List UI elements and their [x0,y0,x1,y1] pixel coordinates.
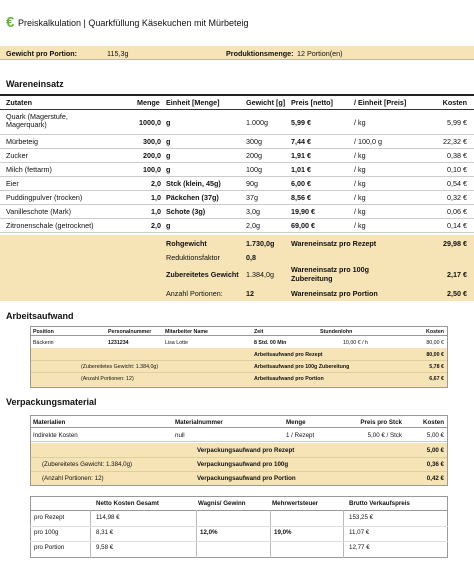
verpackung-sep [31,471,447,472]
zubereitet-label: Zubereitetes Gewicht [166,270,239,279]
euro-logo-icon: € [6,14,15,31]
wareneinsatz-row-line [0,190,474,191]
wareneinsatz-col-header: Gewicht [g] [246,98,286,107]
wareneinsatz-cell: 0,54 € [447,179,467,188]
wareneinsatz-cell: Vanilleschote (Mark) [6,207,71,216]
wareneinsatz-cell: Quark (Magerstufe, Magerquark) [6,112,68,129]
wareneinsatz-cell: 300,0 [143,137,161,146]
verpackung-100-value: 0,36 € [426,461,444,468]
wareneinsatz-cell: 90g [246,179,258,188]
wareneinsatz-cell: g [166,151,171,160]
wareneinsatz-cell: Mürbeteig [6,137,38,146]
wareneinsatz-cell: 200,0 [143,151,161,160]
verpackung-sep [31,441,447,442]
arbeit-100-value: 5,78 € [429,364,444,370]
wareneinsatz-cell: Zitronenschale (getrocknet) [6,221,94,230]
summary-brutto: 12,77 € [349,544,370,551]
wareneinsatz-row-line [0,176,474,177]
arbeit-sep [31,372,447,373]
wareneinsatz-cell: 69,00 € [291,221,315,230]
wareneinsatz-cell: 200g [246,151,262,160]
summary-netto: 8,31 € [96,529,114,536]
summary-row-label: pro Portion [34,544,65,551]
wareneinsatz-cell: 6,00 € [291,179,311,188]
arbeit-cell: Lisa Lotte [165,340,188,346]
wareneinsatz-col-header: / Einheit [Preis] [354,98,407,107]
wareneinsatz-row-line [0,148,474,149]
title-prefix: Preiskalkulation [18,18,82,28]
summary-row-label: pro 100g [34,529,59,536]
arbeit-sep [31,360,447,361]
summary-col-line [343,510,344,558]
verpackung-zub-note: (Zubereitetes Gewicht: 1.384,0g) [42,461,133,468]
wareneinsatz-cell: 22,32 € [443,137,467,146]
wareneinsatz-cell: g [166,118,171,127]
summary-brutto: 11,07 € [349,529,370,536]
wareneinsatz-cell: 2,0g [246,221,260,230]
wareneinsatz-cell: 1.000g [246,118,268,127]
wareneinsatz-cell: 7,44 € [291,137,311,146]
wareneinsatz-cell: Puddingpulver (trocken) [6,193,83,202]
summary-wagnis: 12,0% [200,529,218,536]
wareneinsatz-col-header: Kosten [442,98,467,107]
summary-row-label: pro Rezept [34,514,65,521]
summary-brutto: 153,25 € [349,514,374,521]
arbeit-col-header: Mitarbeiter Name [165,329,208,335]
arbeit-col-header: Stundenlohn [320,329,353,335]
zubereitet-value: 1.384,0g [246,270,274,279]
page-title [18,18,249,28]
summary-netto: 114,98 € [96,514,120,521]
weight-value: 115,3g [107,49,129,58]
verpackung-col-header: Menge [286,419,306,426]
wareneinsatz-col-header: Einheit [Menge] [166,98,220,107]
arbeit-col-header: Zeit [254,329,264,335]
wareneinsatz-cell: 5,99 € [291,118,311,127]
we-rezept-label: Wareneinsatz pro Rezept [291,239,377,248]
arbeit-100-label: Arbeitsaufwand pro 100g Zubereitung [254,364,350,370]
arbeit-portion-label: Arbeitsaufwand pro Portion [254,376,324,382]
summary-netto: 9,58 € [96,544,114,551]
summary-header-line [30,510,448,511]
wareneinsatz-cell: / kg [354,193,366,202]
reduktion-label: Reduktionsfaktor [166,253,220,262]
summary-col-line [270,510,271,558]
we-100-label: Wareneinsatz pro 100g Zubereitung [291,265,370,283]
wareneinsatz-cell: 3,0g [246,207,260,216]
wareneinsatz-row-line [0,162,474,163]
verpackung-cell: null [175,432,185,439]
wareneinsatz-col-header: Menge [137,98,160,107]
verpackung-cell: 5,00 € [426,432,444,439]
wareneinsatz-cell: 37g [246,193,258,202]
rohgewicht-value: 1.730,0g [246,239,275,248]
wareneinsatz-cell: 100,0 [143,165,161,174]
summary-col-line [90,510,91,558]
wareneinsatz-cell: 1000,0 [139,118,161,127]
wareneinsatz-cell: / kg [354,165,366,174]
wareneinsatz-cell: Zucker [6,151,28,160]
wareneinsatz-cell: 0,14 € [447,221,467,230]
verpackung-rezept-label: Verpackungsaufwand pro Rezept [197,447,295,454]
wareneinsatz-cell: g [166,137,171,146]
verpackung-cell: 1 / Rezept [286,432,315,439]
wareneinsatz-row-line [0,232,474,233]
verpackung-portion-label: Verpackungsaufwand pro Portion [197,475,296,482]
production-value: 12 Portion(en) [297,49,343,58]
summary-col-header: Brutto Verkaufspreis [349,500,410,507]
arbeit-cell: 10,00 € / h [342,340,368,346]
wareneinsatz-cell: Stck (klein, 45g) [166,179,221,188]
anzahl-label: Anzahl Portionen: [166,289,223,298]
verpackung-cell: 5,00 € / Stck [367,432,402,439]
wareneinsatz-col-header: Preis [netto] [291,98,333,107]
we-100-value: 2,17 € [447,270,467,279]
we-portion-label: Wareneinsatz pro Portion [291,289,378,298]
wareneinsatz-cell: g [166,165,171,174]
wareneinsatz-cell: 0,06 € [447,207,467,216]
wareneinsatz-cell: 1,0 [151,207,161,216]
wareneinsatz-cell: 8,56 € [291,193,311,202]
verpackung-title: Verpackungsmaterial [6,397,97,407]
wareneinsatz-cell: Schote (3g) [166,207,206,216]
verpackung-rezept-value: 5,00 € [426,447,444,454]
arbeit-cell: 80,00 € [426,340,444,346]
wareneinsatz-cell: 5,99 € [447,118,467,127]
weight-label: Gewicht pro Portion: [6,49,78,58]
wareneinsatz-cell: Eier [6,179,19,188]
verpackung-col-header: Materialien [33,419,66,426]
wareneinsatz-header-line [0,109,474,110]
arbeit-title: Arbeitsaufwand [6,311,74,321]
wareneinsatz-cell: Päckchen (37g) [166,193,219,202]
verpackung-anz-note: (Anzahl Portionen: 12) [42,475,104,482]
arbeit-col-header: Position [33,329,54,335]
verpackung-cell: Indirekte Kosten [33,432,78,439]
arbeit-rezept-label: Arbeitsaufwand pro Rezept [254,352,323,358]
wareneinsatz-cell: / kg [354,118,366,127]
wareneinsatz-cell: 1,91 € [291,151,311,160]
arbeit-zub-note: (Zubereitetes Gewicht: 1.384,0g) [81,364,159,370]
wareneinsatz-top-line [0,94,474,96]
wareneinsatz-row-line [0,204,474,205]
rohgewicht-label: Rohgewicht [166,239,207,248]
arbeit-cell: 8 Std. 00 Min [254,340,287,346]
wareneinsatz-cell: 2,0 [151,179,161,188]
wareneinsatz-cell: 0,10 € [447,165,467,174]
wareneinsatz-cell: 1,0 [151,193,161,202]
wareneinsatz-cell: / 100,0 g [354,137,382,146]
arbeit-cell: Bäckerin [33,340,54,346]
verpackung-portion-value: 0,42 € [426,475,444,482]
wareneinsatz-cell: 0,38 € [447,151,467,160]
we-portion-value: 2,50 € [447,289,467,298]
wareneinsatz-cell: / kg [354,221,366,230]
wareneinsatz-cell: g [166,221,171,230]
summary-mwst: 19,0% [274,529,292,536]
arbeit-col-header: Personalnummer [108,329,152,335]
arbeit-col-header: Kosten [426,329,444,335]
wareneinsatz-cell: Milch (fettarm) [6,165,52,174]
wareneinsatz-title: Wareneinsatz [6,79,64,89]
verpackung-100-label: Verpackungsaufwand pro 100g [197,461,289,468]
wareneinsatz-cell: / kg [354,179,366,188]
arbeit-header-row [30,326,448,336]
wareneinsatz-row-line [0,134,474,135]
wareneinsatz-cell: 100g [246,165,262,174]
wareneinsatz-col-header: Zutaten [6,98,32,107]
verpackung-col-header: Materialnummer [175,419,223,426]
arbeit-rezept-value: 80,00 € [426,352,444,358]
arbeit-anz-note: (Anzahl Portionen: 12) [81,376,134,382]
recipe-title: Quarkfüllung Käsekuchen mit Mürbeteig [88,18,249,28]
wareneinsatz-cell: / kg [354,151,366,160]
verpackung-col-header: Preis pro Stck [360,419,402,426]
wareneinsatz-cell: 19,90 € [291,207,315,216]
reduktion-value: 0,8 [246,253,256,262]
wareneinsatz-cell: 1,01 € [291,165,311,174]
arbeit-portion-value: 6,67 € [429,376,444,382]
summary-row-line [30,526,448,527]
wareneinsatz-row-line [0,218,474,219]
arbeit-cell: 1231234 [108,340,129,346]
anzahl-value: 12 [246,289,254,298]
wareneinsatz-cell: / kg [354,207,366,216]
summary-col-header: Mehrwertsteuer [272,500,319,507]
wareneinsatz-cell: 2,0 [151,221,161,230]
verpackung-sep [31,457,447,458]
wareneinsatz-cell: 0,32 € [447,193,467,202]
production-label: Produktionsmenge: [226,49,294,58]
summary-col-header: Netto Kosten Gesamt [96,500,159,507]
summary-col-line [196,510,197,558]
title-separator: | [83,18,86,28]
verpackung-col-header: Kosten [423,419,444,426]
we-rezept-value: 29,98 € [443,239,467,248]
info-band-line [0,59,474,60]
summary-col-header: Wagnis/ Gewinn [198,500,246,507]
wareneinsatz-cell: 300g [246,137,262,146]
summary-row-line [30,541,448,542]
